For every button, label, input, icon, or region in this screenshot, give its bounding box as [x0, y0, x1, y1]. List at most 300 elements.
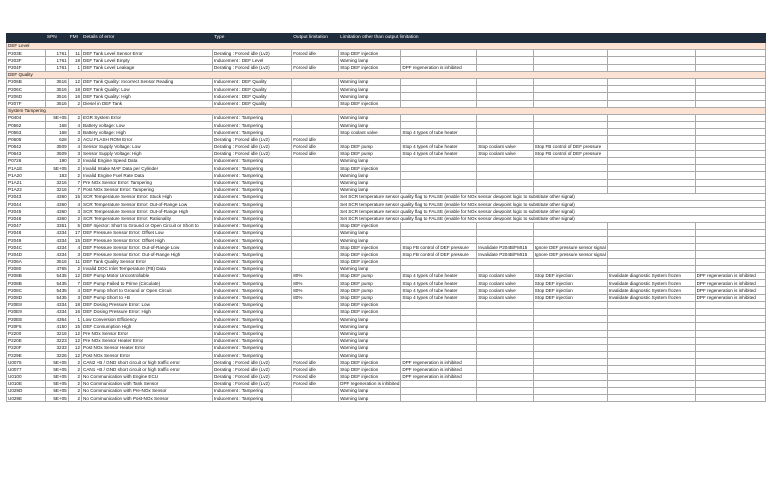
table-row — [7, 186, 766, 193]
limitation-cell: Warning lamp — [339, 186, 401, 193]
error-code-cell: P204F — [7, 64, 46, 71]
column-header: SPN — [45, 34, 68, 43]
limitation-cell — [533, 237, 607, 244]
limitation-cell — [607, 251, 695, 258]
limitation-cell — [401, 308, 477, 315]
error-code-cell: P208C — [7, 287, 46, 294]
limitation-cell — [401, 136, 477, 143]
limitation-cell — [533, 158, 607, 165]
limitation-cell — [695, 114, 765, 121]
spn-cell: 5435 — [45, 273, 68, 280]
limitation-cell — [607, 344, 695, 351]
table-row — [7, 158, 766, 165]
limitation-cell — [533, 50, 607, 57]
limitation-cell — [533, 258, 607, 265]
limitation-cell — [607, 165, 695, 172]
fmi-cell: 2 — [68, 215, 81, 222]
table-row — [7, 114, 766, 121]
limitation-cell: Stop coolant valve — [339, 129, 401, 136]
table-row — [7, 352, 766, 359]
error-code-cell: P2080 — [7, 265, 46, 272]
error-detail-cell: SCR Temperature Sensor Error: Out-of-Range Low — [82, 201, 213, 208]
limitation-cell — [477, 172, 534, 179]
table-row — [7, 64, 766, 71]
limitation-cell — [695, 93, 765, 100]
error-detail-cell: DEF Pump Short to +B — [82, 294, 213, 301]
spn-cell: 4360 — [45, 201, 68, 208]
error-code-cell: P204C — [7, 244, 46, 251]
limitation-cell: Set SCR temperature sensor quality flag to FALSE (enable for NOx sensor dewpoint logic to substitute other signal) — [339, 215, 766, 222]
table-row — [7, 316, 766, 323]
error-code-cell: P208B — [7, 280, 46, 287]
output-limitation-cell: Forced idle — [292, 150, 339, 157]
column-header: Type — [212, 34, 291, 43]
limitation-cell — [607, 308, 695, 315]
spn-cell: 5E+05 — [45, 380, 68, 387]
limitation-cell — [533, 316, 607, 323]
error-code-cell: P1A20 — [7, 172, 46, 179]
limitation-cell — [533, 222, 607, 229]
limitation-cell — [533, 366, 607, 373]
table-row — [7, 388, 766, 395]
section-label: System Tampering — [7, 107, 766, 114]
type-cell: Derating : Forced idle (Lv2) — [212, 359, 291, 366]
error-detail-cell: DEF Dosing Pressure Error: High — [82, 308, 213, 315]
type-cell: Inducement : Tampering — [212, 337, 291, 344]
error-detail-cell: Pre NOx Sensor Error — [82, 330, 213, 337]
limitation-cell: Stop DEF injection — [533, 273, 607, 280]
limitation-cell — [695, 229, 765, 236]
limitation-cell: Stop DEF injection — [339, 366, 401, 373]
error-code-cell: P2043 — [7, 193, 46, 200]
table-row — [7, 251, 766, 258]
fmi-cell: 15 — [68, 323, 81, 330]
spn-cell: 4334 — [45, 244, 68, 251]
fmi-cell: 2 — [68, 165, 81, 172]
limitation-cell — [607, 93, 695, 100]
limitation-cell — [401, 78, 477, 85]
limitation-cell — [477, 344, 534, 351]
type-cell: Inducement : Tampering — [212, 330, 291, 337]
spn-cell: 3223 — [45, 337, 68, 344]
limitation-cell — [533, 308, 607, 315]
error-detail-cell: DEF Tank Level Leakage — [82, 64, 213, 71]
type-cell: Inducement : Tampering — [212, 323, 291, 330]
fmi-cell: 2 — [68, 114, 81, 121]
spn-cell: 5E+05 — [45, 388, 68, 395]
fmi-cell: 12 — [68, 330, 81, 337]
limitation-cell: Stop 4 types of tube heater — [401, 280, 477, 287]
output-limitation-cell — [292, 122, 339, 129]
limitation-cell: Stop DEF pump — [339, 143, 401, 150]
error-detail-cell: Invalid Intake MAF Data per Cylinder — [82, 165, 213, 172]
limitation-cell: DPF regeneration is inhibited — [695, 273, 765, 280]
error-code-cell: P206C — [7, 86, 46, 93]
fmi-cell: 4 — [68, 143, 81, 150]
limitation-cell: Stop DEF pump — [339, 280, 401, 287]
spn-cell: 3516 — [45, 93, 68, 100]
limitation-cell — [533, 344, 607, 351]
error-code-cell: P2047 — [7, 222, 46, 229]
error-code-cell: P2049 — [7, 237, 46, 244]
fmi-cell: 4 — [68, 201, 81, 208]
limitation-cell — [401, 86, 477, 93]
error-detail-cell: Invalid Engine Speed Data — [82, 158, 213, 165]
limitation-cell: Stop coolant valve — [477, 294, 534, 301]
limitation-cell — [401, 316, 477, 323]
table-row — [7, 280, 766, 287]
error-code-cell: P0563 — [7, 129, 46, 136]
limitation-cell — [607, 86, 695, 93]
spn-cell: 190 — [45, 158, 68, 165]
limitation-cell — [607, 366, 695, 373]
output-limitation-cell — [292, 388, 339, 395]
fmi-cell: 2 — [68, 373, 81, 380]
limitation-cell — [695, 366, 765, 373]
limitation-cell — [401, 165, 477, 172]
type-cell: Derating : Forced idle (Lv2) — [212, 64, 291, 71]
error-detail-cell: Diesel in DEF Tank — [82, 100, 213, 107]
limitation-cell — [533, 172, 607, 179]
error-code-cell: U0100 — [7, 373, 46, 380]
section-row — [7, 43, 766, 50]
error-detail-cell: DEF Pressure Sensor Error: Offset Low — [82, 229, 213, 236]
output-limitation-cell: Forced idle — [292, 380, 339, 387]
error-code-cell: P1A22 — [7, 186, 46, 193]
type-cell: Inducement : Tampering — [212, 208, 291, 215]
fmi-cell: 1 — [68, 316, 81, 323]
limitation-cell: Warning lamp — [339, 229, 401, 236]
error-detail-cell: DEF Pressure Sensor Error: Out-of-Range Low — [82, 244, 213, 251]
table-row — [7, 172, 766, 179]
fmi-cell: 2 — [68, 366, 81, 373]
error-detail-cell: ACU FLASH ROM Error — [82, 136, 213, 143]
type-cell: Inducement : Tampering — [212, 316, 291, 323]
limitation-cell: Stop FB control of DEF pressure — [401, 244, 477, 251]
limitation-cell — [695, 323, 765, 330]
spn-cell: 3226 — [45, 352, 68, 359]
limitation-cell — [477, 316, 534, 323]
type-cell: Inducement : Tampering — [212, 344, 291, 351]
spn-cell: 4150 — [45, 323, 68, 330]
error-code-cell: P20E9 — [7, 308, 46, 315]
limitation-cell — [607, 64, 695, 71]
error-code-cell: U0077 — [7, 366, 46, 373]
type-cell: Inducement : Tampering — [212, 186, 291, 193]
error-detail-cell: DEF Pump Failed to Prime (Circulate) — [82, 280, 213, 287]
limitation-cell — [533, 265, 607, 272]
fmi-cell: 2 — [68, 100, 81, 107]
limitation-cell: Warning lamp — [339, 352, 401, 359]
error-code-cell: P0726 — [7, 158, 46, 165]
limitation-cell — [477, 93, 534, 100]
error-detail-cell: SCR Temperature Sensor Error: Stuck High — [82, 193, 213, 200]
limitation-cell: Warning lamp — [339, 93, 401, 100]
error-code-cell: P1A21 — [7, 179, 46, 186]
limitation-cell — [533, 122, 607, 129]
limitation-cell — [401, 158, 477, 165]
table-row — [7, 150, 766, 157]
limitation-cell — [607, 237, 695, 244]
error-detail-cell: No Communication with Engine ECU — [82, 373, 213, 380]
fmi-cell: 2 — [68, 388, 81, 395]
error-detail-cell: Invalid Engine Fuel Rate Data — [82, 172, 213, 179]
error-code-cell: P220F — [7, 344, 46, 351]
type-cell: Inducement : Tampering — [212, 222, 291, 229]
limitation-cell — [695, 64, 765, 71]
error-code-cell: P206B — [7, 78, 46, 85]
output-limitation-cell — [292, 114, 339, 121]
error-code-cell: P2044 — [7, 201, 46, 208]
error-code-cell: P20E8 — [7, 301, 46, 308]
limitation-cell: Stop DEF pump — [339, 273, 401, 280]
limitation-cell: Warning lamp — [339, 337, 401, 344]
column-header — [533, 34, 607, 43]
output-limitation-cell — [292, 208, 339, 215]
spn-cell: 4360 — [45, 208, 68, 215]
output-limitation-cell — [292, 86, 339, 93]
error-detail-cell: DEF Pressure Sensor Error: Offset High — [82, 237, 213, 244]
output-limitation-cell — [292, 222, 339, 229]
error-detail-cell: Sensor Supply Voltage: High — [82, 150, 213, 157]
limitation-cell — [695, 222, 765, 229]
table-row — [7, 308, 766, 315]
error-detail-cell: DEF Tank Quality: High — [82, 93, 213, 100]
output-limitation-cell: Forced idle — [292, 366, 339, 373]
limitation-cell — [607, 244, 695, 251]
limitation-cell: Stop DEF injection — [533, 280, 607, 287]
limitation-cell — [607, 114, 695, 121]
spn-cell: 4334 — [45, 251, 68, 258]
output-limitation-cell — [292, 100, 339, 107]
limitation-cell: Set SCR temperature sensor quality flag to FALSE (enable for NOx sensor dewpoint logic to substitute other signal) — [339, 208, 766, 215]
fmi-cell: 2 — [68, 136, 81, 143]
type-cell: Derating : Forced idle (Lv2) — [212, 366, 291, 373]
limitation-cell — [477, 366, 534, 373]
error-code-cell: P206A — [7, 258, 46, 265]
limitation-cell — [401, 179, 477, 186]
spn-cell: 3516 — [45, 86, 68, 93]
limitation-cell: Stop coolant valve — [477, 150, 534, 157]
spn-cell: 5435 — [45, 294, 68, 301]
table-row — [7, 366, 766, 373]
spn-cell: 5E+05 — [45, 165, 68, 172]
error-code-cell: P0642 — [7, 143, 46, 150]
fmi-cell: 12 — [68, 273, 81, 280]
error-detail-cell: CAN2 +B / GND short circuit or high traffic error — [82, 359, 213, 366]
fmi-cell: 12 — [68, 337, 81, 344]
section-label: DEF Quality — [7, 71, 766, 78]
limitation-cell: Invalidate P204B/FMI15 — [477, 244, 534, 251]
error-detail-cell: DEF Injector: Short to Ground or Open Circuit or Short to — [82, 222, 213, 229]
error-detail-cell: Post NOx Sensor Error — [82, 352, 213, 359]
column-header: Details of error — [82, 34, 213, 43]
limitation-cell: Stop DEF pump — [339, 287, 401, 294]
type-cell: Inducement : Tampering — [212, 114, 291, 121]
spn-cell: 3216 — [45, 186, 68, 193]
limitation-cell — [533, 352, 607, 359]
spn-cell: 3361 — [45, 222, 68, 229]
table-row — [7, 237, 766, 244]
limitation-cell — [533, 186, 607, 193]
spn-cell: 183 — [45, 172, 68, 179]
limitation-cell: Warning lamp — [339, 122, 401, 129]
limitation-cell: Stop 4 types of tube heater — [401, 150, 477, 157]
limitation-cell — [607, 129, 695, 136]
error-detail-cell: EGR System Error — [82, 114, 213, 121]
limitation-cell — [477, 265, 534, 272]
output-limitation-cell — [292, 244, 339, 251]
type-cell: Inducement : Tampering — [212, 237, 291, 244]
column-header: FMI — [68, 34, 81, 43]
error-detail-cell: Battery voltage: Low — [82, 122, 213, 129]
error-detail-cell: DEF Tank Quality: Incorrect Sensor Reading — [82, 78, 213, 85]
limitation-cell — [695, 352, 765, 359]
table-row — [7, 294, 766, 301]
error-code-cell: P203E — [7, 50, 46, 57]
limitation-cell — [695, 380, 765, 387]
limitation-cell — [477, 57, 534, 64]
fmi-cell: 16 — [68, 308, 81, 315]
limitation-cell — [607, 380, 695, 387]
output-limitation-cell — [292, 344, 339, 351]
fmi-cell: 3 — [68, 251, 81, 258]
limitation-cell — [401, 344, 477, 351]
type-cell: Inducement : DEF Quality — [212, 86, 291, 93]
error-code-cell: P207F — [7, 100, 46, 107]
fmi-cell: 3 — [68, 150, 81, 157]
limitation-cell — [695, 186, 765, 193]
limitation-cell — [607, 150, 695, 157]
error-detail-cell: Sensor Supply Voltage: Low — [82, 143, 213, 150]
table-row — [7, 301, 766, 308]
limitation-cell: DPF regeneration is inhibited — [401, 64, 477, 71]
limitation-cell: Stop DEF injection — [339, 308, 401, 315]
limitation-cell — [695, 244, 765, 251]
table-row — [7, 129, 766, 136]
limitation-cell — [607, 100, 695, 107]
spn-cell: 5435 — [45, 287, 68, 294]
limitation-cell — [695, 179, 765, 186]
limitation-cell — [533, 86, 607, 93]
limitation-cell — [401, 380, 477, 387]
output-limitation-cell — [292, 78, 339, 85]
error-detail-cell: DEF Consumption High — [82, 323, 213, 330]
limitation-cell — [477, 337, 534, 344]
error-code-cell: P220E — [7, 337, 46, 344]
limitation-cell — [607, 186, 695, 193]
limitation-cell: Invalidate diagnostic System frozen — [607, 273, 695, 280]
error-detail-cell: Battery voltage: High — [82, 129, 213, 136]
limitation-cell — [477, 114, 534, 121]
type-cell: Inducement : Tampering — [212, 165, 291, 172]
type-cell: Inducement : Tampering — [212, 215, 291, 222]
limitation-cell — [477, 100, 534, 107]
error-code-cell: P208D — [7, 294, 46, 301]
limitation-cell: Warning lamp — [339, 86, 401, 93]
limitation-cell: Warning lamp — [339, 265, 401, 272]
limitation-cell — [607, 136, 695, 143]
output-limitation-cell — [292, 129, 339, 136]
section-row — [7, 107, 766, 114]
error-detail-cell: SCR Temperature Sensor Error: Rationality — [82, 215, 213, 222]
table-row — [7, 330, 766, 337]
error-code-cell: P208B — [7, 273, 46, 280]
limitation-cell — [607, 359, 695, 366]
limitation-cell — [695, 316, 765, 323]
table-row — [7, 208, 766, 215]
limitation-cell — [401, 337, 477, 344]
type-cell: Inducement : Tampering — [212, 193, 291, 200]
limitation-cell — [695, 57, 765, 64]
limitation-cell — [533, 323, 607, 330]
output-limitation-cell: 80% — [292, 273, 339, 280]
error-detail-cell: Invalid DOC Inlet Temperature (FB) Data — [82, 265, 213, 272]
limitation-cell — [607, 50, 695, 57]
fmi-cell: 18 — [68, 57, 81, 64]
error-code-cell: P204D — [7, 251, 46, 258]
limitation-cell — [401, 57, 477, 64]
limitation-cell — [695, 337, 765, 344]
output-limitation-cell — [292, 395, 339, 402]
output-limitation-cell — [292, 186, 339, 193]
table-row — [7, 100, 766, 107]
limitation-cell — [401, 222, 477, 229]
limitation-cell: DPF regeneration is inhibited — [401, 359, 477, 366]
limitation-cell: Stop DEF injection — [339, 244, 401, 251]
error-code-cell: P203F — [7, 57, 46, 64]
limitation-cell — [607, 373, 695, 380]
type-cell: Inducement : Tampering — [212, 229, 291, 236]
limitation-cell — [533, 114, 607, 121]
limitation-cell: Stop DEF injection — [339, 222, 401, 229]
limitation-cell — [607, 265, 695, 272]
limitation-cell: Warning lamp — [339, 179, 401, 186]
error-code-cell: P229E — [7, 352, 46, 359]
fmi-cell: 12 — [68, 344, 81, 351]
limitation-cell: Stop FB control of DEF pressure — [533, 150, 607, 157]
fmi-cell: 1 — [68, 64, 81, 71]
spn-cell: 1761 — [45, 64, 68, 71]
type-cell: Inducement : DEF Quality — [212, 93, 291, 100]
limitation-cell — [533, 373, 607, 380]
limitation-cell — [607, 57, 695, 64]
fmi-cell: 11 — [68, 258, 81, 265]
error-detail-cell: Pre NOx Sensor Heater Error — [82, 337, 213, 344]
limitation-cell — [607, 316, 695, 323]
fmi-cell: 3 — [68, 208, 81, 215]
limitation-cell — [533, 229, 607, 236]
limitation-cell — [695, 330, 765, 337]
fmi-cell: 11 — [68, 50, 81, 57]
limitation-cell — [401, 100, 477, 107]
column-header: Limitation other than output limitation — [339, 34, 477, 43]
error-code-cell: P206D — [7, 93, 46, 100]
fmi-cell: 3 — [68, 294, 81, 301]
limitation-cell — [401, 237, 477, 244]
output-limitation-cell — [292, 251, 339, 258]
limitation-cell — [533, 136, 607, 143]
limitation-cell — [477, 165, 534, 172]
error-code-cell: P0562 — [7, 122, 46, 129]
fmi-cell: 2 — [68, 158, 81, 165]
limitation-cell — [477, 258, 534, 265]
spn-cell: 4334 — [45, 308, 68, 315]
error-detail-cell: Post NOx Sensor Heater Error — [82, 344, 213, 351]
limitation-cell — [401, 323, 477, 330]
output-limitation-cell — [292, 172, 339, 179]
spn-cell: 3516 — [45, 100, 68, 107]
